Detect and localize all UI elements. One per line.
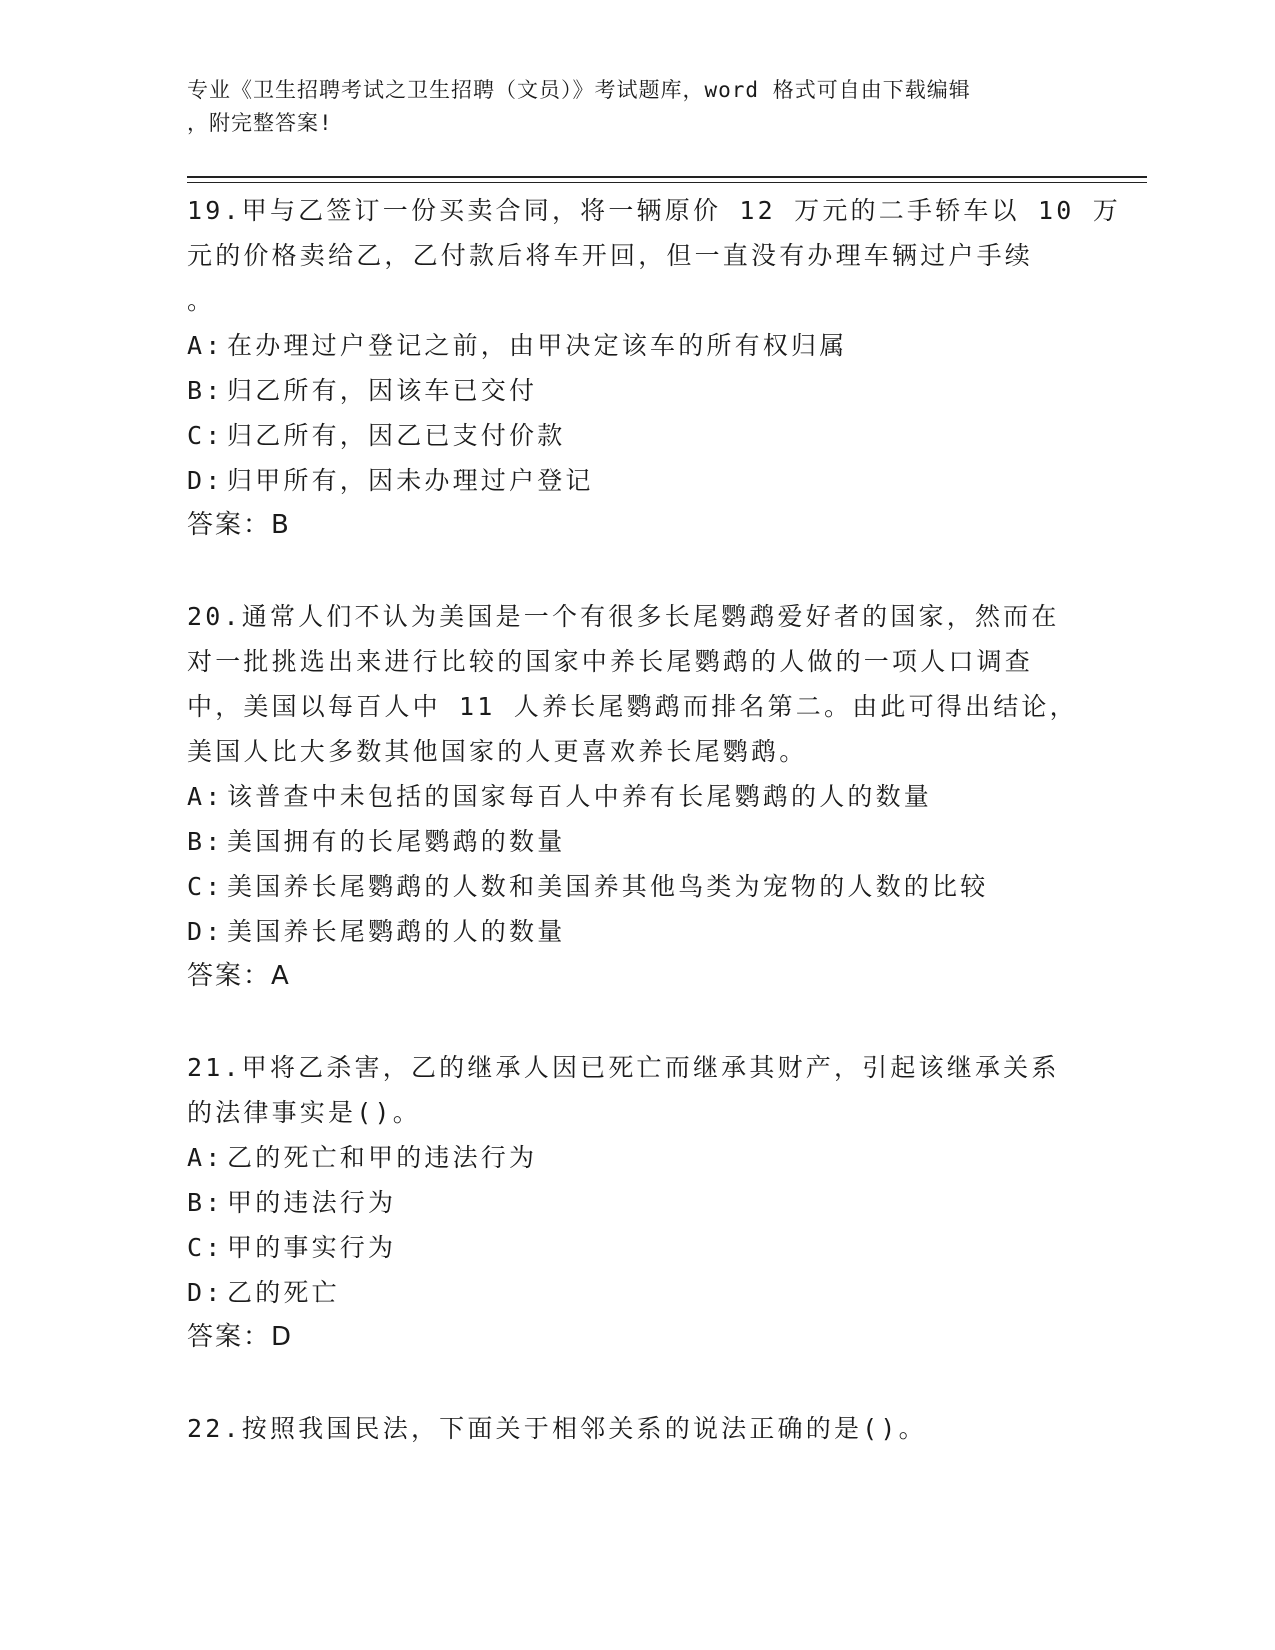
option-a: [187, 323, 1087, 368]
option-d: [187, 458, 1087, 503]
answer-line: 答案：A: [187, 961, 291, 991]
option-b: [187, 368, 1087, 413]
question-stem: [187, 1045, 1087, 1135]
option-key: D:: [187, 1278, 224, 1307]
stem-line: 21.甲将乙杀害，乙的继承人因已死亡而继承其财产，引起该继承关系: [187, 1053, 1060, 1082]
answer-line: 答案：B: [187, 510, 291, 540]
option-c: [187, 413, 1087, 458]
question-stem: [187, 188, 1121, 323]
stem-line: 的法律事实是()。: [187, 1098, 421, 1127]
option-key: D:: [187, 466, 224, 495]
option-key: C:: [187, 421, 224, 450]
stem-line: 对一批挑选出来进行比较的国家中养长尾鹦鹉的人做的一项人口调查: [187, 647, 1034, 676]
answer-line: 答案：D: [187, 1322, 294, 1352]
header-line-1: 专业《卫生招聘考试之卫生招聘（文员）》考试题库，word 格式可自由下载编辑: [187, 78, 971, 102]
option-a: [187, 774, 1087, 819]
option-text: 甲的事实行为: [227, 1233, 397, 1262]
option-text: 归乙所有，因该车已交付: [227, 376, 538, 405]
question-19: [187, 188, 1121, 548]
stem-line: 。: [187, 286, 216, 315]
option-b: [187, 1180, 1087, 1225]
option-text: 美国养长尾鹦鹉的人的数量: [227, 917, 566, 946]
stem-line: 22.按照我国民法，下面关于相邻关系的说法正确的是()。: [187, 1414, 927, 1443]
stem-line: 19.甲与乙签订一份买卖合同，将一辆原价 12 万元的二手轿车以 10 万: [187, 196, 1121, 225]
option-c: [187, 1225, 1087, 1270]
option-text: 该普查中未包括的国家每百人中养有长尾鹦鹉的人的数量: [227, 782, 933, 811]
option-d: [187, 1270, 1087, 1315]
question-stem: [187, 1406, 1087, 1451]
option-key: A:: [187, 1143, 224, 1172]
page-header: [187, 74, 1087, 140]
option-key: B:: [187, 827, 224, 856]
header-divider-thin: [187, 182, 1147, 183]
option-b: [187, 819, 1087, 864]
option-text: 甲的违法行为: [227, 1188, 397, 1217]
stem-line: 中，美国以每百人中 11 人养长尾鹦鹉而排名第二。由此可得出结论，: [187, 692, 1078, 721]
option-text: 美国拥有的长尾鹦鹉的数量: [227, 827, 566, 856]
option-a: [187, 1135, 1087, 1180]
question-stem: [187, 594, 1087, 774]
stem-line: 20.通常人们不认为美国是一个有很多长尾鹦鹉爱好者的国家，然而在: [187, 602, 1060, 631]
option-key: D:: [187, 917, 224, 946]
stem-line: 美国人比大多数其他国家的人更喜欢养长尾鹦鹉。: [187, 737, 808, 766]
header-divider: [187, 176, 1147, 178]
option-text: 在办理过户登记之前，由甲决定该车的所有权归属: [227, 331, 848, 360]
option-key: B:: [187, 1188, 224, 1217]
option-key: B:: [187, 376, 224, 405]
option-text: 美国养长尾鹦鹉的人数和美国养其他鸟类为宠物的人数的比较: [227, 872, 989, 901]
question-list: [187, 188, 1121, 1497]
option-key: C:: [187, 872, 224, 901]
option-text: 乙的死亡和甲的违法行为: [227, 1143, 538, 1172]
option-text: 归乙所有，因乙已支付价款: [227, 421, 566, 450]
option-text: 归甲所有，因未办理过户登记: [227, 466, 594, 495]
question-22: [187, 1406, 1087, 1451]
option-key: A:: [187, 331, 224, 360]
stem-line: 元的价格卖给乙，乙付款后将车开回，但一直没有办理车辆过户手续: [187, 241, 1034, 270]
option-text: 乙的死亡: [227, 1278, 340, 1307]
option-key: C:: [187, 1233, 224, 1262]
option-c: [187, 864, 1087, 909]
option-d: [187, 909, 1087, 954]
question-20: [187, 594, 1087, 999]
question-21: [187, 1045, 1087, 1360]
option-key: A:: [187, 782, 224, 811]
header-line-2: ，附完整答案!: [187, 111, 333, 135]
